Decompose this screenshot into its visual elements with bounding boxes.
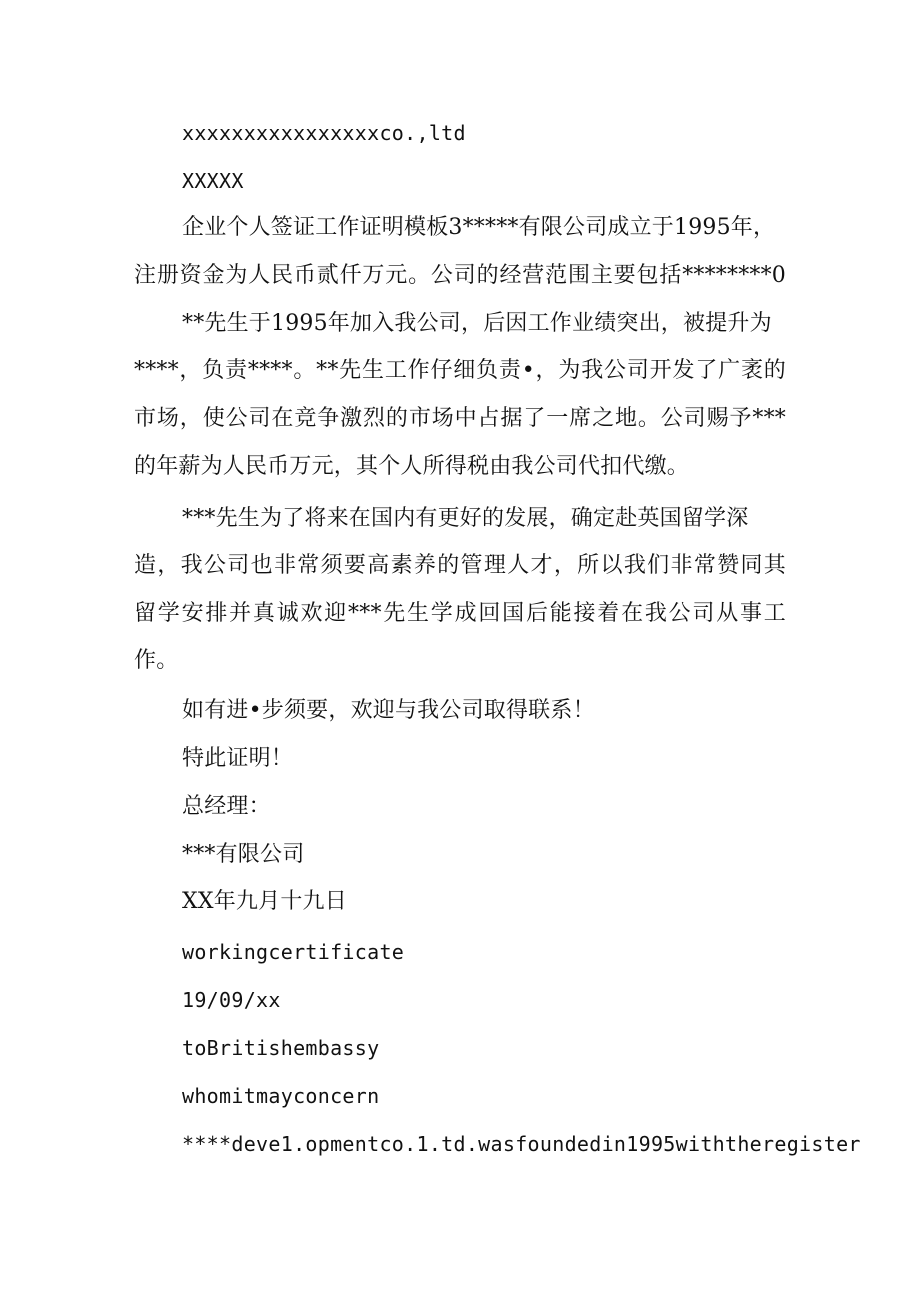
paragraph-1-line-1: 企业个人签证工作证明模板3*****有限公司成立于1995年， [182,215,776,240]
paragraph-1-line-2: 注册资金为人民币贰仟万元。公司的经营范围主要包括********0 [134,263,786,288]
english-body-start: ****deve1.opmentco.1.td.wasfoundedin1995withtheregister [182,1132,861,1156]
certify-line: 特此证明！ [182,746,294,771]
paragraph-2-line-2: ****，负责****。**先生工作仔细负责•，为我公司开发了广袤的 [134,358,786,383]
paragraph-2-line-3: 市场，使公司在竞争激烈的市场中占据了一席之地。公司赐予*** [134,406,786,431]
contact-line: 如有进•步须要，欢迎与我公司取得联系！ [182,698,595,723]
paragraph-3-line-2: 造，我公司也非常须要高素养的管理人才，所以我们非常赞同其 [134,553,786,578]
english-date: 19/09/xx [182,988,281,1012]
header-name: XXXXX [182,169,244,193]
english-salutation: whomitmayconcern [182,1084,380,1108]
company-signature: ***有限公司 [182,842,305,867]
header-company: xxxxxxxxxxxxxxxxco.,ltd [182,121,466,145]
paragraph-2-line-1: **先生于1995年加入我公司，后因工作业绩突出，被提升为 [182,311,772,336]
paragraph-3-line-1: ***先生为了将来在国内有更好的发展，确定赴英国留学深 [182,506,749,531]
paragraph-2-line-4: 的年薪为人民币万元，其个人所得税由我公司代扣代缴。 [134,454,690,479]
date-chinese: XX年九月十九日 [182,889,347,914]
paragraph-3-line-3: 留学安排并真诚欢迎***先生学成回国后能接着在我公司从事工 [134,601,786,626]
paragraph-3-line-4: 作。 [134,648,179,673]
general-manager-label: 总经理： [182,794,271,819]
english-recipient: toBritishembassy [182,1036,380,1060]
english-title: workingcertificate [182,940,405,964]
